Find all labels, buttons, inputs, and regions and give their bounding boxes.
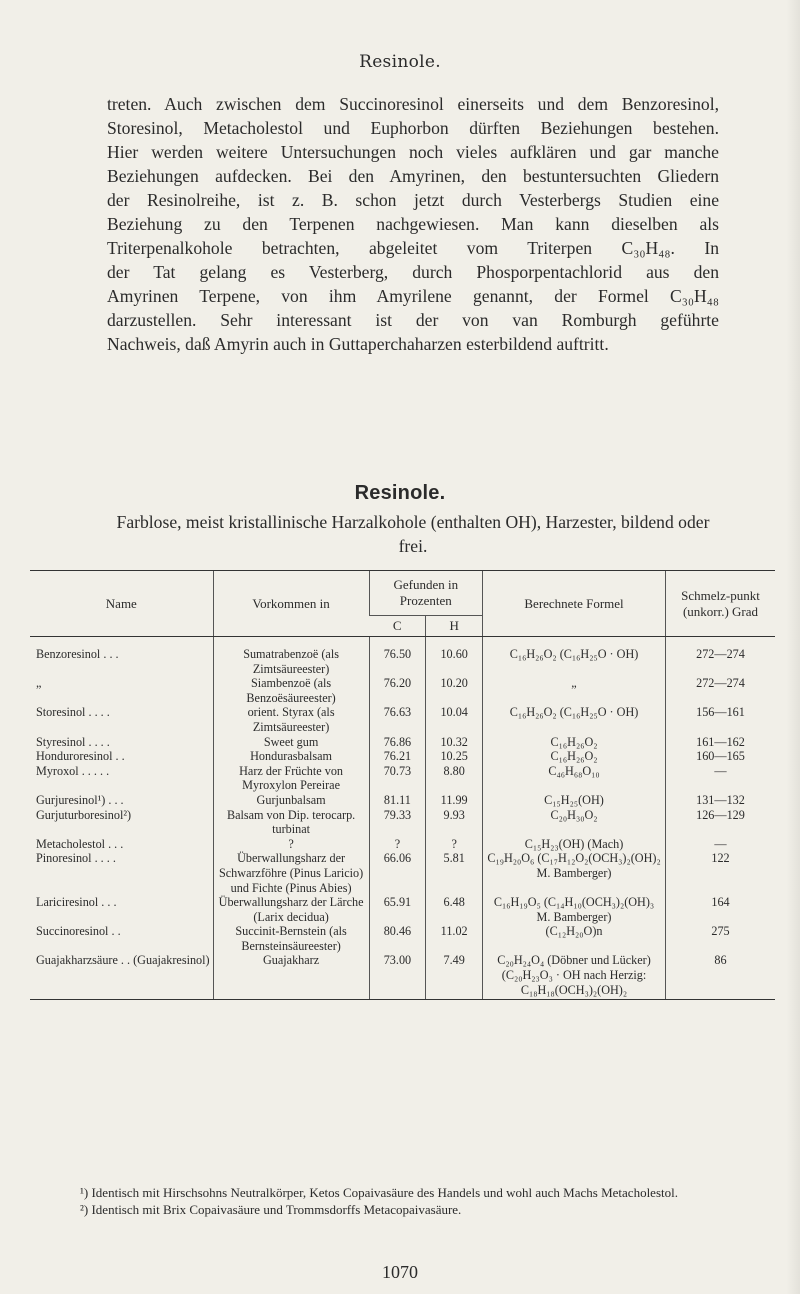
cell-c: 76.20: [369, 676, 426, 705]
body-line: Beziehung zu den Terpenen nachgewiesen. Man kann dieselben als: [107, 214, 719, 234]
cell-melting: 122: [665, 851, 775, 895]
cell-occurrence: Hondurasbalsam: [213, 749, 369, 764]
table-row: [30, 837, 775, 852]
cell-melting: 126—129: [665, 808, 775, 837]
cell-h: 10.04: [426, 705, 483, 734]
cell-name: „: [36, 676, 42, 691]
cell-formula: C₂₀H₂₄O₄ (Döbner und Lücker) (C₂₀H₂₃O₃ · OH nach Herzig: C₁₈H₁₈(OCH₃)₂(OH)₂: [483, 953, 666, 999]
header-found: Gefunden in Prozenten: [369, 571, 483, 616]
header-h: H: [426, 616, 483, 637]
table-row: [30, 924, 775, 953]
cell-c: 76.50: [369, 637, 426, 677]
cell-formula: C₁₆H₁₉O₅ (C₁₄H₁₀(OCH₃)₂(OH)₃ M. Bamberger): [483, 895, 666, 924]
body-line: Hier werden weitere Untersuchungen noch vieles aufklären und gar manche: [107, 142, 719, 162]
cell-c: 73.00: [369, 953, 426, 999]
cell-c: ?: [369, 837, 426, 852]
table-row: [30, 953, 775, 999]
cell-occurrence: Überwallungsharz der Lärche (Larix decidua): [213, 895, 369, 924]
body-line: treten. Auch zwischen dem Succinoresinol einerseits und dem Benzoresinol,: [107, 94, 719, 114]
cell-melting: 272—274: [665, 676, 775, 705]
cell-formula: C₁₉H₂₀O₆ (C₁₇H₁₂O₂(OCH₃)₂(OH)₂ M. Bamberger): [483, 851, 666, 895]
cell-formula: C₂₀H₃₀O₂: [483, 808, 666, 837]
table-row: [30, 895, 775, 924]
footnote-2: ²) Identisch mit Brix Copaivasäure und Trommsdorffs Metacopaivasäure.: [80, 1202, 462, 1217]
section-title: Resinole.: [354, 482, 446, 504]
body-line: Triterpenalkohole betrachten, abgeleitet vom Triterpen C₃₀H₄₈. In: [107, 238, 719, 258]
table-row: [30, 637, 775, 677]
cell-h: 6.48: [426, 895, 483, 924]
cell-occurrence: Balsam von Dip. terocarp. turbinat: [213, 808, 369, 837]
cell-formula: C₁₅H₂₃(OH) (Mach): [483, 837, 666, 852]
cell-name: Honduroresinol . .: [36, 749, 125, 764]
cell-c: 66.06: [369, 851, 426, 895]
header-melting-point: Schmelz-punkt (unkorr.) Grad: [665, 571, 775, 637]
cell-c: 76.86: [369, 735, 426, 750]
cell-occurrence: orient. Styrax (als Zimtsäureester): [213, 705, 369, 734]
cell-occurrence: Guajakharz: [213, 953, 369, 999]
cell-melting: 86: [665, 953, 775, 999]
cell-h: ?: [426, 837, 483, 852]
cell-name: Pinoresinol . . . .: [36, 851, 116, 866]
cell-h: 5.81: [426, 851, 483, 895]
cell-h: 7.49: [426, 953, 483, 999]
cell-name: Storesinol . . . .: [36, 705, 110, 720]
cell-c: 80.46: [369, 924, 426, 953]
cell-formula: C₁₆H₂₆O₂: [483, 735, 666, 750]
cell-h: 9.93: [426, 808, 483, 837]
header-formula: Berechnete Formel: [483, 571, 666, 637]
cell-h: 10.20: [426, 676, 483, 705]
body-line: darzustellen. Sehr interessant ist der von van Romburgh geführte: [107, 310, 719, 330]
header-c: C: [369, 616, 426, 637]
cell-name: Benzoresinol . . .: [36, 647, 119, 661]
body-line: der Resinolreihe, ist z. B. schon jetzt durch Vesterbergs Studien eine: [107, 190, 719, 210]
cell-formula: C₁₆H₂₆O₂: [483, 749, 666, 764]
cell-formula: (C₁₂H₂₀O)n: [483, 924, 666, 953]
resinole-table: [30, 570, 775, 1000]
cell-c: 79.33: [369, 808, 426, 837]
footnote-1: ¹) Identisch mit Hirschsohns Neutralkörper, Ketos Copaivasäure des Handels und wohl auch Machs Metacholestol.: [80, 1185, 678, 1200]
cell-formula: C₁₆H₂₆O₂ (C₁₆H₂₅O · OH): [483, 705, 666, 734]
table-row: [30, 764, 775, 793]
cell-occurrence: Siambenzoë (als Benzoësäureester): [213, 676, 369, 705]
cell-name: Metacholestol . . .: [36, 836, 124, 851]
body-line: der Tat gelang es Vesterberg, durch Phosporpentachlorid aus den: [107, 262, 719, 282]
cell-occurrence: ?: [213, 837, 369, 852]
cell-c: 81.11: [369, 793, 426, 808]
cell-occurrence: Überwallungsharz der Schwarzföhre (Pinus Laricio) und Fichte (Pinus Abies): [213, 851, 369, 895]
table-row: [30, 749, 775, 764]
section-intro: Farblose, meist kristallinische Harzalkohole (enthalten OH), Harzester, bildend oder frei.: [116, 512, 710, 556]
table-row: [30, 793, 775, 808]
cell-name: Succinoresinol . .: [36, 924, 121, 939]
footnotes: [60, 1184, 760, 1218]
cell-occurrence: Gurjunbalsam: [213, 793, 369, 808]
cell-name: Gurjuresinol¹) . . .: [36, 792, 124, 807]
cell-melting: 131—132: [665, 793, 775, 808]
cell-h: 10.25: [426, 749, 483, 764]
cell-name: Guajakharzsäure . . (Guajakresinol): [30, 953, 213, 999]
table-row: [30, 705, 775, 734]
cell-name: Gurjuturboresinol²): [36, 807, 132, 822]
header-name: Name: [30, 571, 213, 637]
cell-formula: „: [483, 676, 666, 705]
cell-melting: 156—161: [665, 705, 775, 734]
cell-name: Styresinol . . . .: [36, 734, 110, 749]
cell-c: 76.21: [369, 749, 426, 764]
cell-occurrence: Succinit-Bernstein (als Bernsteinsäureester): [213, 924, 369, 953]
header-occurrence: Vorkommen in: [213, 571, 369, 637]
cell-formula: C₄₆H₆₈O₁₀: [483, 764, 666, 793]
cell-melting: 272—274: [665, 637, 775, 677]
table-row: [30, 735, 775, 750]
cell-formula: C₁₆H₂₆O₂ (C₁₆H₂₅O · OH): [483, 637, 666, 677]
page-edge-shadow: [786, 0, 800, 1294]
running-head: Resinole.: [359, 52, 441, 72]
table-row: [30, 851, 775, 895]
cell-c: 65.91: [369, 895, 426, 924]
body-line: Storesinol, Metacholestol und Euphorbon dürften Beziehungen bestehen.: [107, 118, 719, 138]
table-row: [30, 808, 775, 837]
cell-melting: —: [665, 764, 775, 793]
cell-melting: 275: [665, 924, 775, 953]
cell-melting: 160—165: [665, 749, 775, 764]
page-number: 1070: [382, 1262, 418, 1282]
body-line: Nachweis, daß Amyrin auch in Guttaperchaharzen esterbildend auftritt.: [107, 334, 609, 354]
cell-h: 8.80: [426, 764, 483, 793]
cell-occurrence: Sumatrabenzoë (als Zimtsäureester): [213, 637, 369, 677]
cell-c: 70.73: [369, 764, 426, 793]
cell-h: 10.60: [426, 637, 483, 677]
cell-name: Lariciresinol . . .: [36, 895, 117, 910]
cell-occurrence: Harz der Früchte von Myroxylon Pereirae: [213, 764, 369, 793]
cell-formula: C₁₅H₂₅(OH): [483, 793, 666, 808]
cell-melting: 161—162: [665, 735, 775, 750]
cell-h: 11.02: [426, 924, 483, 953]
body-line: Amyrinen Terpene, von ihm Amyrilene genannt, der Formel C₃₀H₄₈: [107, 286, 719, 306]
cell-melting: 164: [665, 895, 775, 924]
cell-melting: —: [665, 837, 775, 852]
body-paragraph: [107, 92, 719, 356]
cell-c: 76.63: [369, 705, 426, 734]
cell-name: Myroxol . . . . .: [36, 763, 110, 778]
table-body: [30, 637, 775, 1000]
cell-h: 11.99: [426, 793, 483, 808]
body-line: Beziehungen aufdecken. Bei den Amyrinen, den bestuntersuchten Gliedern: [107, 166, 719, 186]
cell-occurrence: Sweet gum: [213, 735, 369, 750]
table-row: [30, 676, 775, 705]
cell-h: 10.32: [426, 735, 483, 750]
